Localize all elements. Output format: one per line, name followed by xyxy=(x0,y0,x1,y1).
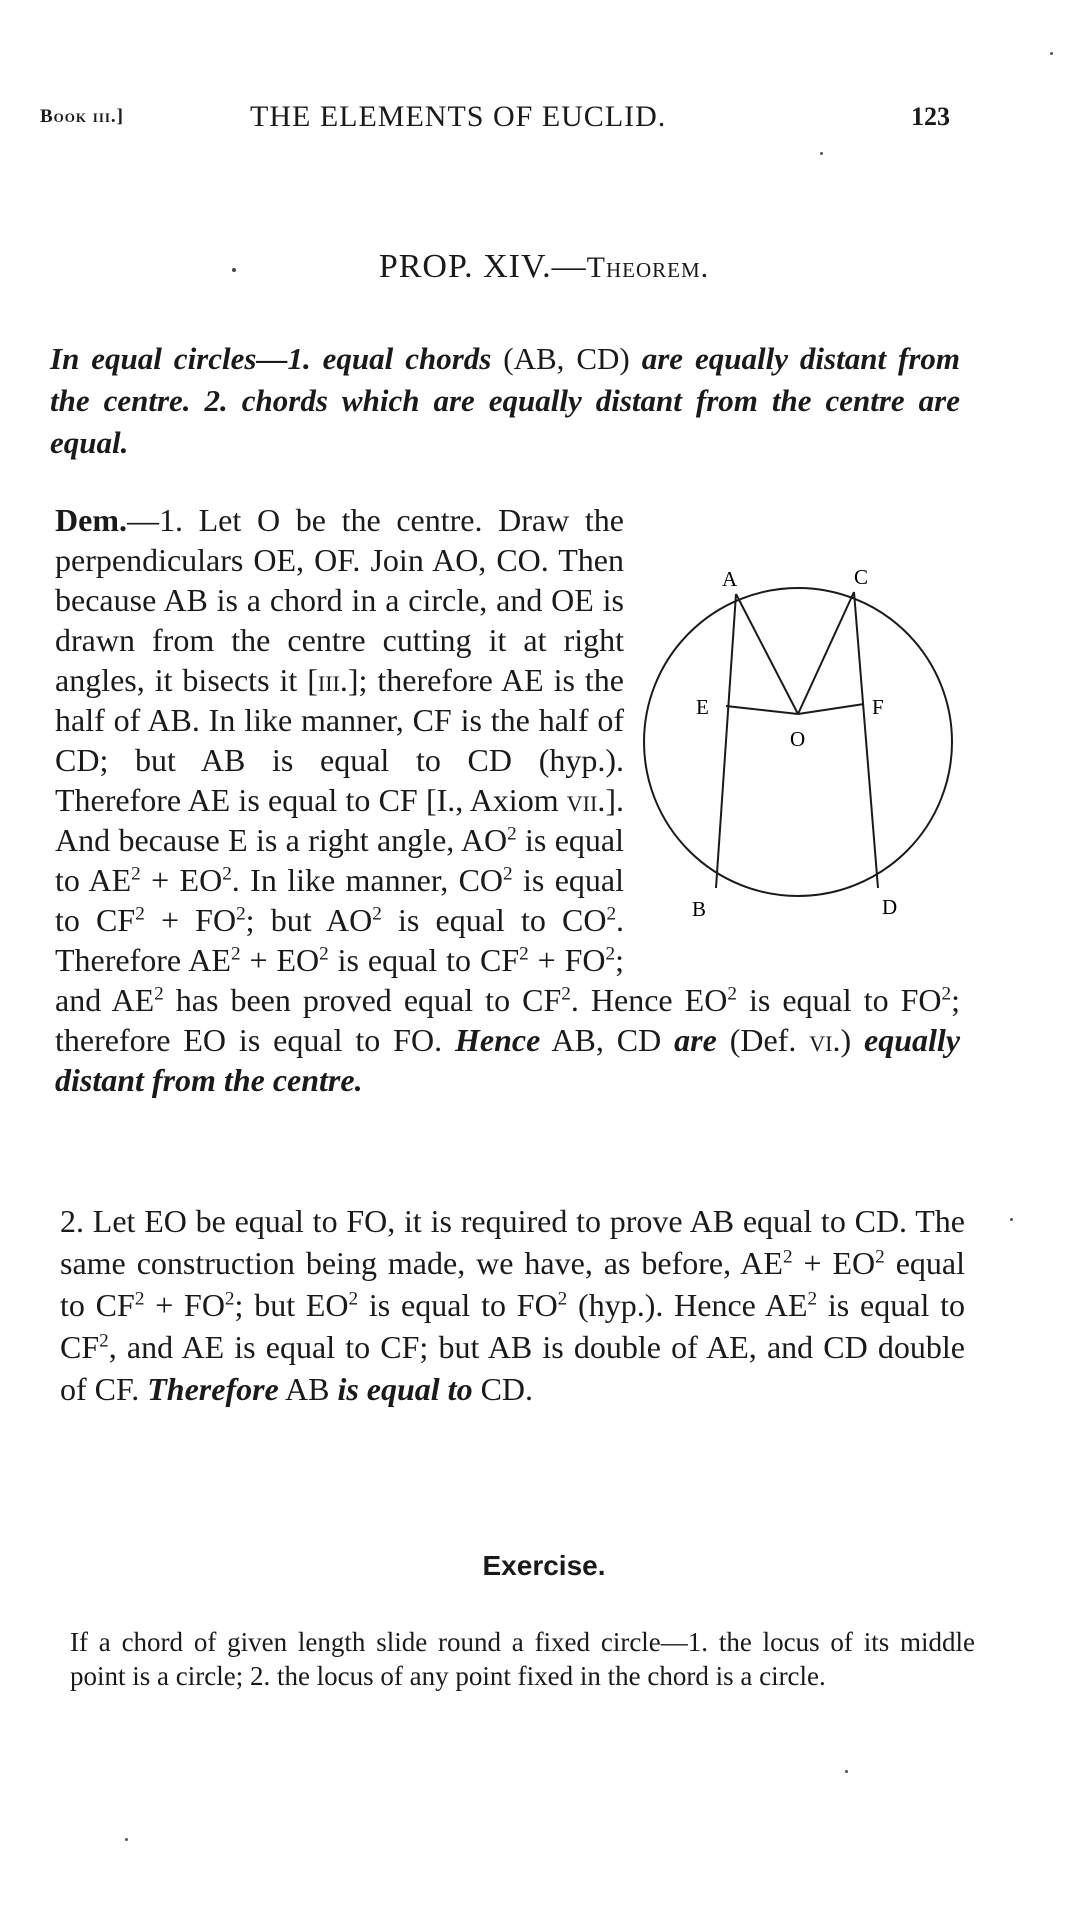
dem1-text: . Hence EO xyxy=(570,982,728,1018)
superscript: 2 xyxy=(561,983,571,1005)
dem1-text: + EO xyxy=(140,862,223,898)
enunciation-part: are equally distant from the centre. 2. chords which are equally distant from the centre are equal. xyxy=(50,341,961,460)
proposition-number: PROP. XIV.— xyxy=(378,248,587,285)
exercise-heading: Exercise. xyxy=(482,1550,606,1581)
conclusion-italic: Therefore xyxy=(147,1371,279,1407)
superscript: 2 xyxy=(154,983,164,1005)
enunciation-part: In equal circles—1. equal chords xyxy=(50,341,504,376)
demonstration-part-2 xyxy=(60,1200,965,1410)
dem2-text: AB xyxy=(278,1371,338,1407)
dem1-ref: vii. xyxy=(566,782,606,818)
dem1-text: has been proved equal to CF xyxy=(163,982,562,1018)
ink-speck xyxy=(1050,52,1053,55)
dem2-text: is equal to FO xyxy=(358,1287,558,1323)
proposition-kind: Theorem. xyxy=(586,251,710,284)
exercise-text: If a chord of given length slide round a fixed circle—1. the locus of its middle point is a circle; 2. the locus of any point fixed in the chord is a circle. xyxy=(70,1627,975,1691)
label-a: A xyxy=(722,567,738,591)
dem2-text: 2. Let EO be equal to FO, it is required to prove AB equal to CD. The same construction being made, we have, as before, AE xyxy=(60,1203,965,1281)
dem2-text: is equal to CF xyxy=(60,1287,965,1365)
dem2-text: + EO xyxy=(792,1245,876,1281)
superscript: 2 xyxy=(727,983,737,1005)
perpendicular-of xyxy=(798,704,864,714)
dem2-text: ; but EO xyxy=(234,1287,349,1323)
conclusion-italic: is equal to xyxy=(337,1371,473,1407)
superscript: 2 xyxy=(557,1288,568,1310)
chord-cd xyxy=(854,592,878,888)
superscript: 2 xyxy=(222,863,232,885)
superscript: 2 xyxy=(131,863,141,885)
proposition-title xyxy=(0,248,1088,286)
dem1-text: is equal to CO xyxy=(381,902,607,938)
label-o: O xyxy=(790,727,806,751)
running-book-label: Book iii.] xyxy=(40,106,125,127)
dem2-text: equal to CF xyxy=(60,1245,966,1323)
running-header xyxy=(40,100,970,140)
superscript: 2 xyxy=(236,903,246,925)
circle-diagram xyxy=(636,536,968,946)
dem1-text: (Def. xyxy=(716,1022,810,1058)
superscript: 2 xyxy=(807,1288,818,1310)
superscript: 2 xyxy=(606,903,617,925)
dem1-ref: vi. xyxy=(809,1022,841,1058)
dem1-text: —1. Let O be the centre. Draw the perpendiculars OE, OF. Join AO, CO. Then because AB is a chord in a circle, and OE is drawn from the centre cutting it at right angles, it bisects it [ xyxy=(55,502,624,698)
superscript: 2 xyxy=(135,903,145,925)
superscript: 2 xyxy=(372,903,382,925)
enunciation xyxy=(50,338,960,464)
superscript: 2 xyxy=(348,1288,359,1310)
perpendicular-oe xyxy=(726,706,798,714)
superscript: 2 xyxy=(519,943,529,965)
superscript: 2 xyxy=(875,1246,885,1268)
dem1-text: ]; therefore AE is the half of AB. In like manner, CF is the half of CD; but AB is equal to CD (hyp.). Therefore AE is equal to CF [I., Axiom xyxy=(55,662,625,818)
conclusion-italic: equally distant from the centre. xyxy=(55,1022,961,1098)
running-title: THE ELEMENTS OF EUCLID. xyxy=(250,100,667,133)
label-e: E xyxy=(696,695,709,719)
dem2-text: + FO xyxy=(144,1287,225,1323)
dem1-text: AB, CD xyxy=(540,1022,675,1058)
ink-speck xyxy=(845,1770,848,1773)
label-f: F xyxy=(872,695,884,719)
dem1-text: is equal to CF xyxy=(55,862,625,938)
ink-speck xyxy=(125,1838,128,1841)
segment-co xyxy=(798,592,854,714)
dem1-ref: iii. xyxy=(317,662,348,698)
enunciation-chords: (AB, CD) xyxy=(503,341,630,376)
superscript: 2 xyxy=(99,1330,109,1352)
dem1-text: ; but AO xyxy=(245,902,373,938)
chord-ab xyxy=(716,594,736,888)
superscript: 2 xyxy=(134,1288,145,1310)
dem1-text: + FO xyxy=(144,902,237,938)
dem1-text: + EO xyxy=(240,942,320,978)
ink-speck xyxy=(1010,1218,1013,1221)
label-d: D xyxy=(882,895,898,919)
segment-ao xyxy=(736,594,798,714)
dem2-text: CD. xyxy=(472,1371,534,1407)
superscript: 2 xyxy=(605,943,616,965)
dem1-text: is equal to CF xyxy=(328,942,520,978)
dem1-text: ; and AE xyxy=(55,942,625,1018)
superscript: 2 xyxy=(503,863,513,885)
superscript: 2 xyxy=(507,823,517,845)
demonstration-part-1 xyxy=(55,500,960,1100)
conclusion-italic: are xyxy=(674,1022,717,1058)
dem1-text: + FO xyxy=(528,942,606,978)
label-c: C xyxy=(854,565,869,589)
dem1-text: is equal to FO xyxy=(736,982,942,1018)
dem2-text: , and AE is equal to CF; but AB is double of AE, and CD double of CF. xyxy=(60,1329,965,1407)
superscript: 2 xyxy=(319,943,329,965)
ink-speck xyxy=(820,152,823,155)
dem1-text: ; therefore EO is equal to FO. xyxy=(55,982,961,1058)
superscript: 2 xyxy=(230,943,241,965)
dem1-text: is equal to AE xyxy=(55,822,625,898)
dem2-text: (hyp.). Hence AE xyxy=(567,1287,808,1323)
dem1-text: ) xyxy=(840,1022,865,1058)
page-number: 123 xyxy=(911,102,950,131)
conclusion-italic: Hence xyxy=(455,1022,541,1058)
label-b: B xyxy=(692,897,707,921)
superscript: 2 xyxy=(941,983,952,1005)
superscript: 2 xyxy=(224,1288,235,1310)
dem1-text: ]. And because E is a right angle, AO xyxy=(55,782,624,858)
superscript: 2 xyxy=(782,1246,793,1268)
dem1-text: . In like manner, CO xyxy=(231,862,504,898)
dem1-text: . Therefore AE xyxy=(55,902,625,978)
dem-label: Dem. xyxy=(55,502,127,538)
